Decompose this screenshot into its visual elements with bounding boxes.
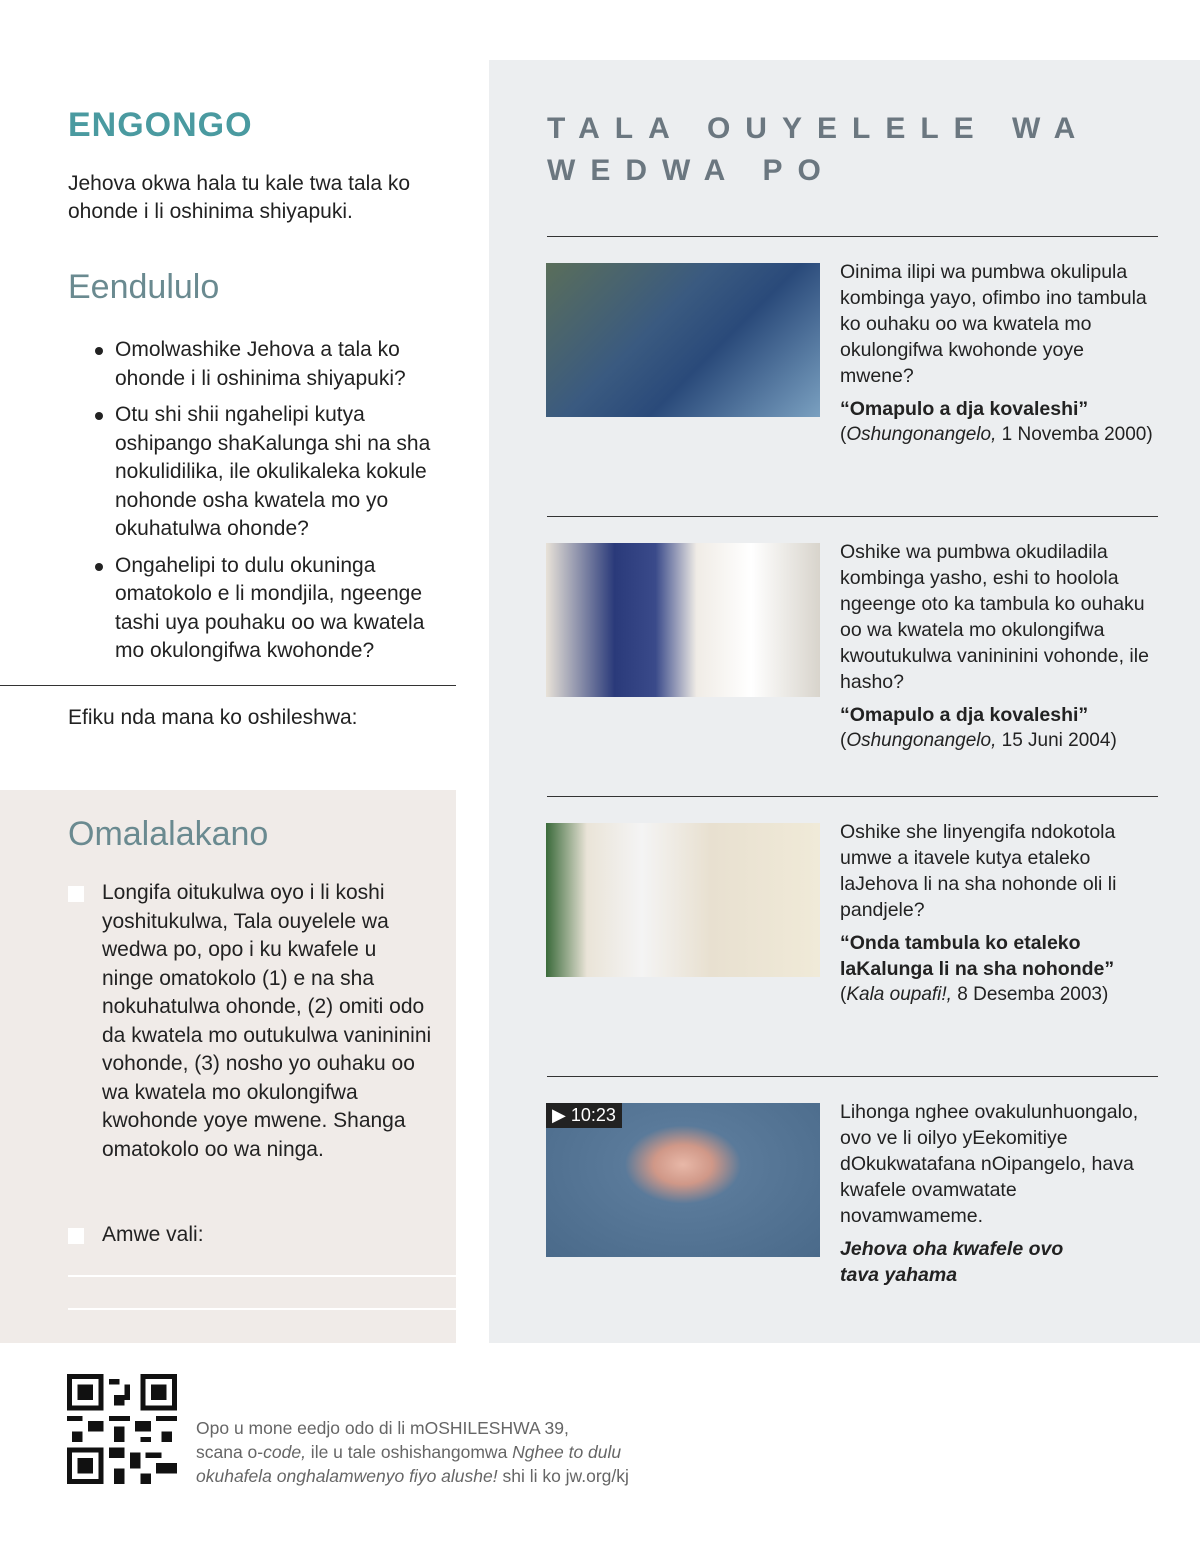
website-link[interactable]: shi li ko jw.org/kj xyxy=(497,1466,629,1486)
doctor-consultation-photo[interactable] xyxy=(546,543,820,697)
divider xyxy=(547,1076,1158,1077)
publication-title: okuhafela onghalamwenyo fiyo alushe! xyxy=(196,1466,498,1486)
surgery-photo[interactable] xyxy=(546,263,820,417)
resource-source: Oshungonangelo, xyxy=(846,424,997,445)
divider xyxy=(0,685,456,686)
publication-title: Nghee to dulu xyxy=(512,1442,622,1462)
write-line[interactable] xyxy=(68,1308,456,1310)
resource-source: Kala oupafi!, xyxy=(846,984,952,1005)
question-item: Otu shi shii ngahelipi kutya oshipango shaKalunga shi na sha nokulidilika, ile okulikaleka kokule nohonde osha kwatela mo yo okuhatulwa ohonde? xyxy=(92,401,456,544)
resource-date: 1 Novemba 2000) xyxy=(1001,424,1153,445)
resource-item: Oinima ilipi wa pumbwa okulipula kombinga yayo, ofimbo ino tambula ko ouhaku oo wa kwatela mo okulongifwa kwohonde yoye mwene? “Omapulo a dja kovaleshi” (Oshungonangelo, 1 Novemba 2000) xyxy=(840,259,1160,448)
completion-date-label: Efiku nda mana ko oshileshwa: xyxy=(68,706,358,729)
goal-box xyxy=(0,790,456,1343)
video-title[interactable]: Jehova oha kwafele ovo tava yahama xyxy=(840,1238,1064,1286)
review-questions xyxy=(92,336,456,674)
divider xyxy=(547,796,1158,797)
topic-text: Jehova okwa hala tu kale twa tala ko ohonde i li oshinima shiyapuki. xyxy=(68,172,411,223)
footer-line: code, xyxy=(263,1442,306,1462)
write-line[interactable] xyxy=(68,1275,456,1277)
goal-text: Longifa oitukulwa oyo i li koshi yoshitukulwa, Tala ouyelele wa wedwa po, opo i ku kwafele u ninge omatokolo (1) e na sha nokuhatulwa ohonde, (2) omiti odo da kwatela mo outukulwa vanininini vohonde, (3) nosho yo ouhaku oo wa kwatela mo okulongifwa kwohonde yoye mwene. Shanga omatokolo oo wa ninga. xyxy=(102,881,432,1161)
resource-item: Oshike she linyengifa ndokotola umwe a itavele kutya etaleko laJehova li na sha nohonde oli li pandjele? “Onda tambula ko etaleko laKalunga li na sha nohonde” (Kala oupafi!, 8 Desemba 2003) xyxy=(840,819,1160,1008)
question-item: Ongahelipi to dulu okuninga omatokolo e li mondjila, ngeenge tashi uya pouhaku oo wa kwatela mo okulongifwa kwohonde? xyxy=(92,552,456,666)
resource-title[interactable]: “Omapulo a dja kovaleshi” xyxy=(840,398,1089,420)
resource-date: 8 Desemba 2003) xyxy=(957,984,1109,1005)
question-item: Omolwashike Jehova a tala ko ohonde i li oshinima shiyapuki? xyxy=(92,336,456,393)
resource-date: 15 Juni 2004) xyxy=(1001,730,1117,751)
doctor-photo[interactable] xyxy=(546,823,820,977)
review-heading: Eendululo xyxy=(68,268,220,306)
resource-title[interactable]: “Onda tambula ko etaleko laKalunga li na sha nohonde” xyxy=(840,932,1115,980)
footer-text xyxy=(196,1416,629,1488)
divider xyxy=(547,516,1158,517)
footer-line: Opo u mone eedjo odo di li mOSHILESHWA 39, xyxy=(196,1418,569,1438)
other-label: Amwe vali: xyxy=(102,1223,204,1246)
video-thumbnail[interactable] xyxy=(546,1103,820,1257)
topic-heading: ENGONGO xyxy=(68,106,253,144)
resource-title[interactable]: “Omapulo a dja kovaleshi” xyxy=(840,704,1089,726)
resource-caption: Oshike she linyengifa ndokotola umwe a itavele kutya etaleko laJehova li na sha nohonde oli li pandjele? xyxy=(840,821,1117,921)
resource-caption: Lihonga nghee ovakulunhuongalo, ovo ve li oilyo yEekomitiye dOkukwatafana nOipangelo, hava kwafele ovamwatate novamwameme. xyxy=(840,1101,1139,1227)
resource-caption: Oinima ilipi wa pumbwa okulipula kombinga yayo, ofimbo ino tambula ko ouhaku oo wa kwatela mo okulongifwa kwohonde yoye mwene? xyxy=(840,261,1147,387)
other-checkbox[interactable] xyxy=(68,1228,84,1244)
resource-item xyxy=(840,1099,1160,1288)
resource-item: Oshike wa pumbwa okudiladila kombinga yasho, eshi to hoolola ngeenge oto ka tambula ko ouhaku oo wa kwatela mo okulongifwa kwoutukulwa vanininini vohonde, ile hasho? “Omapulo a dja kovaleshi” (Oshungonangelo, 15 Juni 2004) xyxy=(840,539,1160,754)
divider xyxy=(547,236,1158,237)
footer-line: ile u tale oshishangomwa xyxy=(305,1442,513,1462)
resource-source: Oshungonangelo, xyxy=(846,730,997,751)
more-info-heading: TALA OUYELELE WA WEDWA PO xyxy=(547,112,1090,187)
footer-line: scana o- xyxy=(196,1442,264,1462)
more-info-panel xyxy=(489,60,1200,1343)
qr-code-icon[interactable] xyxy=(67,1374,177,1484)
resource-caption: Oshike wa pumbwa okudiladila kombinga yasho, eshi to hoolola ngeenge oto ka tambula ko ouhaku oo wa kwatela mo okulongifwa kwoutukulwa vanininini vohonde, ile hasho? xyxy=(840,541,1149,693)
goal-checkbox[interactable] xyxy=(68,886,84,902)
video-duration: ▶ 10:23 xyxy=(546,1103,622,1128)
goal-heading: Omalalakano xyxy=(68,815,269,853)
